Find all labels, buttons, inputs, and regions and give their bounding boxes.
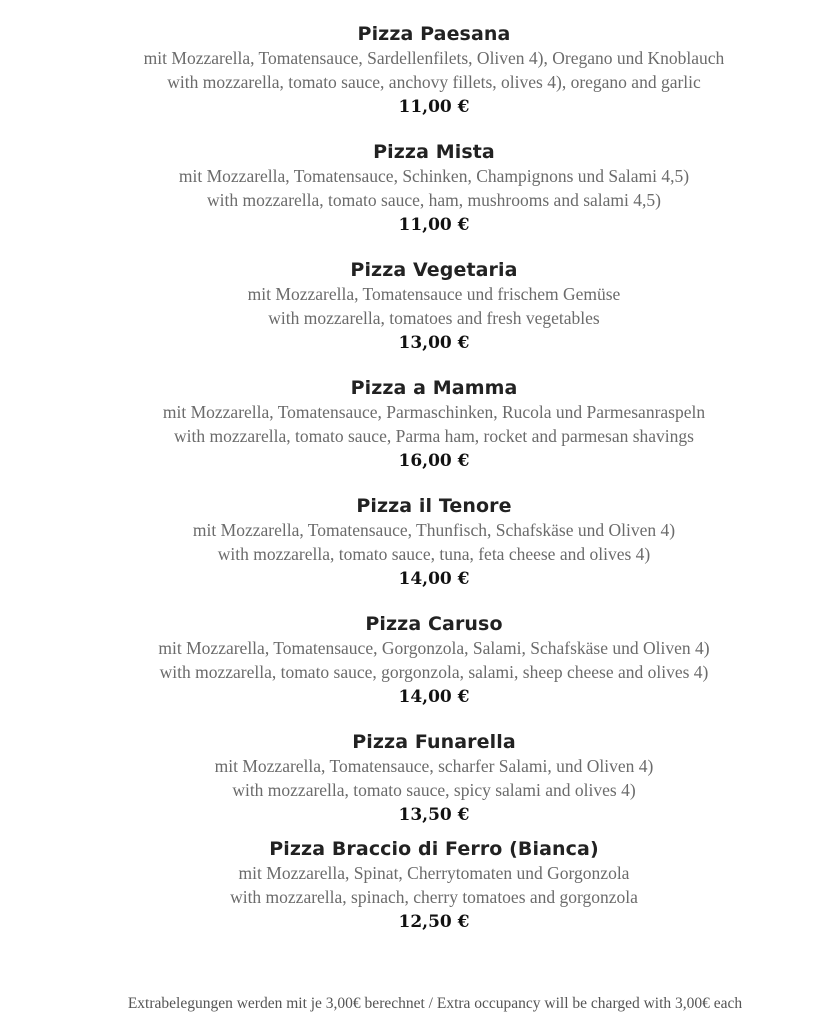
menu-item-a-mamma	[0, 376, 830, 474]
item-description-de: mit Mozzarella, Tomatensauce, Sardellenfilets, Oliven 4), Oregano und Knoblauch	[143, 48, 725, 68]
item-description-de: mit Mozzarella, Tomatensauce, scharfer Salami, und Oliven 4)	[214, 756, 654, 776]
item-name: Pizza il Tenore	[356, 495, 512, 517]
item-description-de: mit Mozzarella, Tomatensauce, Gorgonzola, Salami, Schafskäse und Oliven 4)	[158, 638, 710, 658]
menu-item-braccio-di-ferro	[0, 837, 830, 935]
item-price: 13,00 €	[398, 333, 470, 353]
extra-toppings-note: Extrabelegungen werden mit je 3,00€ berechnet / Extra occupancy will be charged with 3,00€ each	[127, 995, 743, 1012]
item-description-en: with mozzarella, spinach, cherry tomatoes and gorgonzola	[230, 887, 638, 907]
item-name: Pizza Mista	[373, 141, 495, 163]
item-description-en: with mozzarella, tomato sauce, Parma ham, rocket and parmesan shavings	[174, 426, 694, 446]
item-price: 12,50 €	[398, 912, 470, 932]
item-description-de: mit Mozzarella, Tomatensauce und frischem Gemüse	[247, 284, 621, 304]
item-description-de: mit Mozzarella, Tomatensauce, Schinken, Champignons und Salami 4,5)	[178, 166, 690, 186]
item-name: Pizza Paesana	[357, 23, 511, 45]
item-description-de: mit Mozzarella, Spinat, Cherrytomaten und Gorgonzola	[238, 863, 630, 883]
item-price: 14,00 €	[398, 569, 470, 589]
item-price: 11,00 €	[398, 97, 470, 117]
item-price: 13,50 €	[398, 805, 470, 825]
item-name: Pizza Braccio di Ferro (Bianca)	[269, 838, 599, 860]
item-name: Pizza Vegetaria	[350, 259, 518, 281]
menu-item-il-tenore	[0, 494, 830, 592]
item-price: 16,00 €	[398, 451, 470, 471]
menu-item-vegetaria	[0, 258, 830, 356]
item-description-de: mit Mozzarella, Tomatensauce, Thunfisch, Schafskäse und Oliven 4)	[192, 520, 676, 540]
item-description-de: mit Mozzarella, Tomatensauce, Parmaschinken, Rucola und Parmesanraspeln	[162, 402, 706, 422]
item-name: Pizza Caruso	[365, 613, 503, 635]
item-price: 14,00 €	[398, 687, 470, 707]
item-description-en: with mozzarella, tomatoes and fresh vegetables	[268, 308, 600, 328]
menu-item-funarella	[0, 730, 830, 828]
item-description-en: with mozzarella, tomato sauce, ham, mushrooms and salami 4,5)	[207, 190, 661, 210]
pizza-menu	[0, 22, 830, 935]
item-name: Pizza Funarella	[352, 731, 516, 753]
item-description-en: with mozzarella, tomato sauce, spicy salami and olives 4)	[232, 780, 636, 800]
item-description-en: with mozzarella, tomato sauce, anchovy fillets, olives 4), oregano and garlic	[167, 72, 701, 92]
item-description-en: with mozzarella, tomato sauce, tuna, feta cheese and olives 4)	[217, 544, 651, 564]
item-description-en: with mozzarella, tomato sauce, gorgonzola, salami, sheep cheese and olives 4)	[159, 662, 709, 682]
item-name: Pizza a Mamma	[350, 377, 518, 399]
menu-item-mista	[0, 140, 830, 238]
menu-item-paesana	[0, 22, 830, 120]
item-price: 11,00 €	[398, 215, 470, 235]
menu-item-caruso	[0, 612, 830, 710]
